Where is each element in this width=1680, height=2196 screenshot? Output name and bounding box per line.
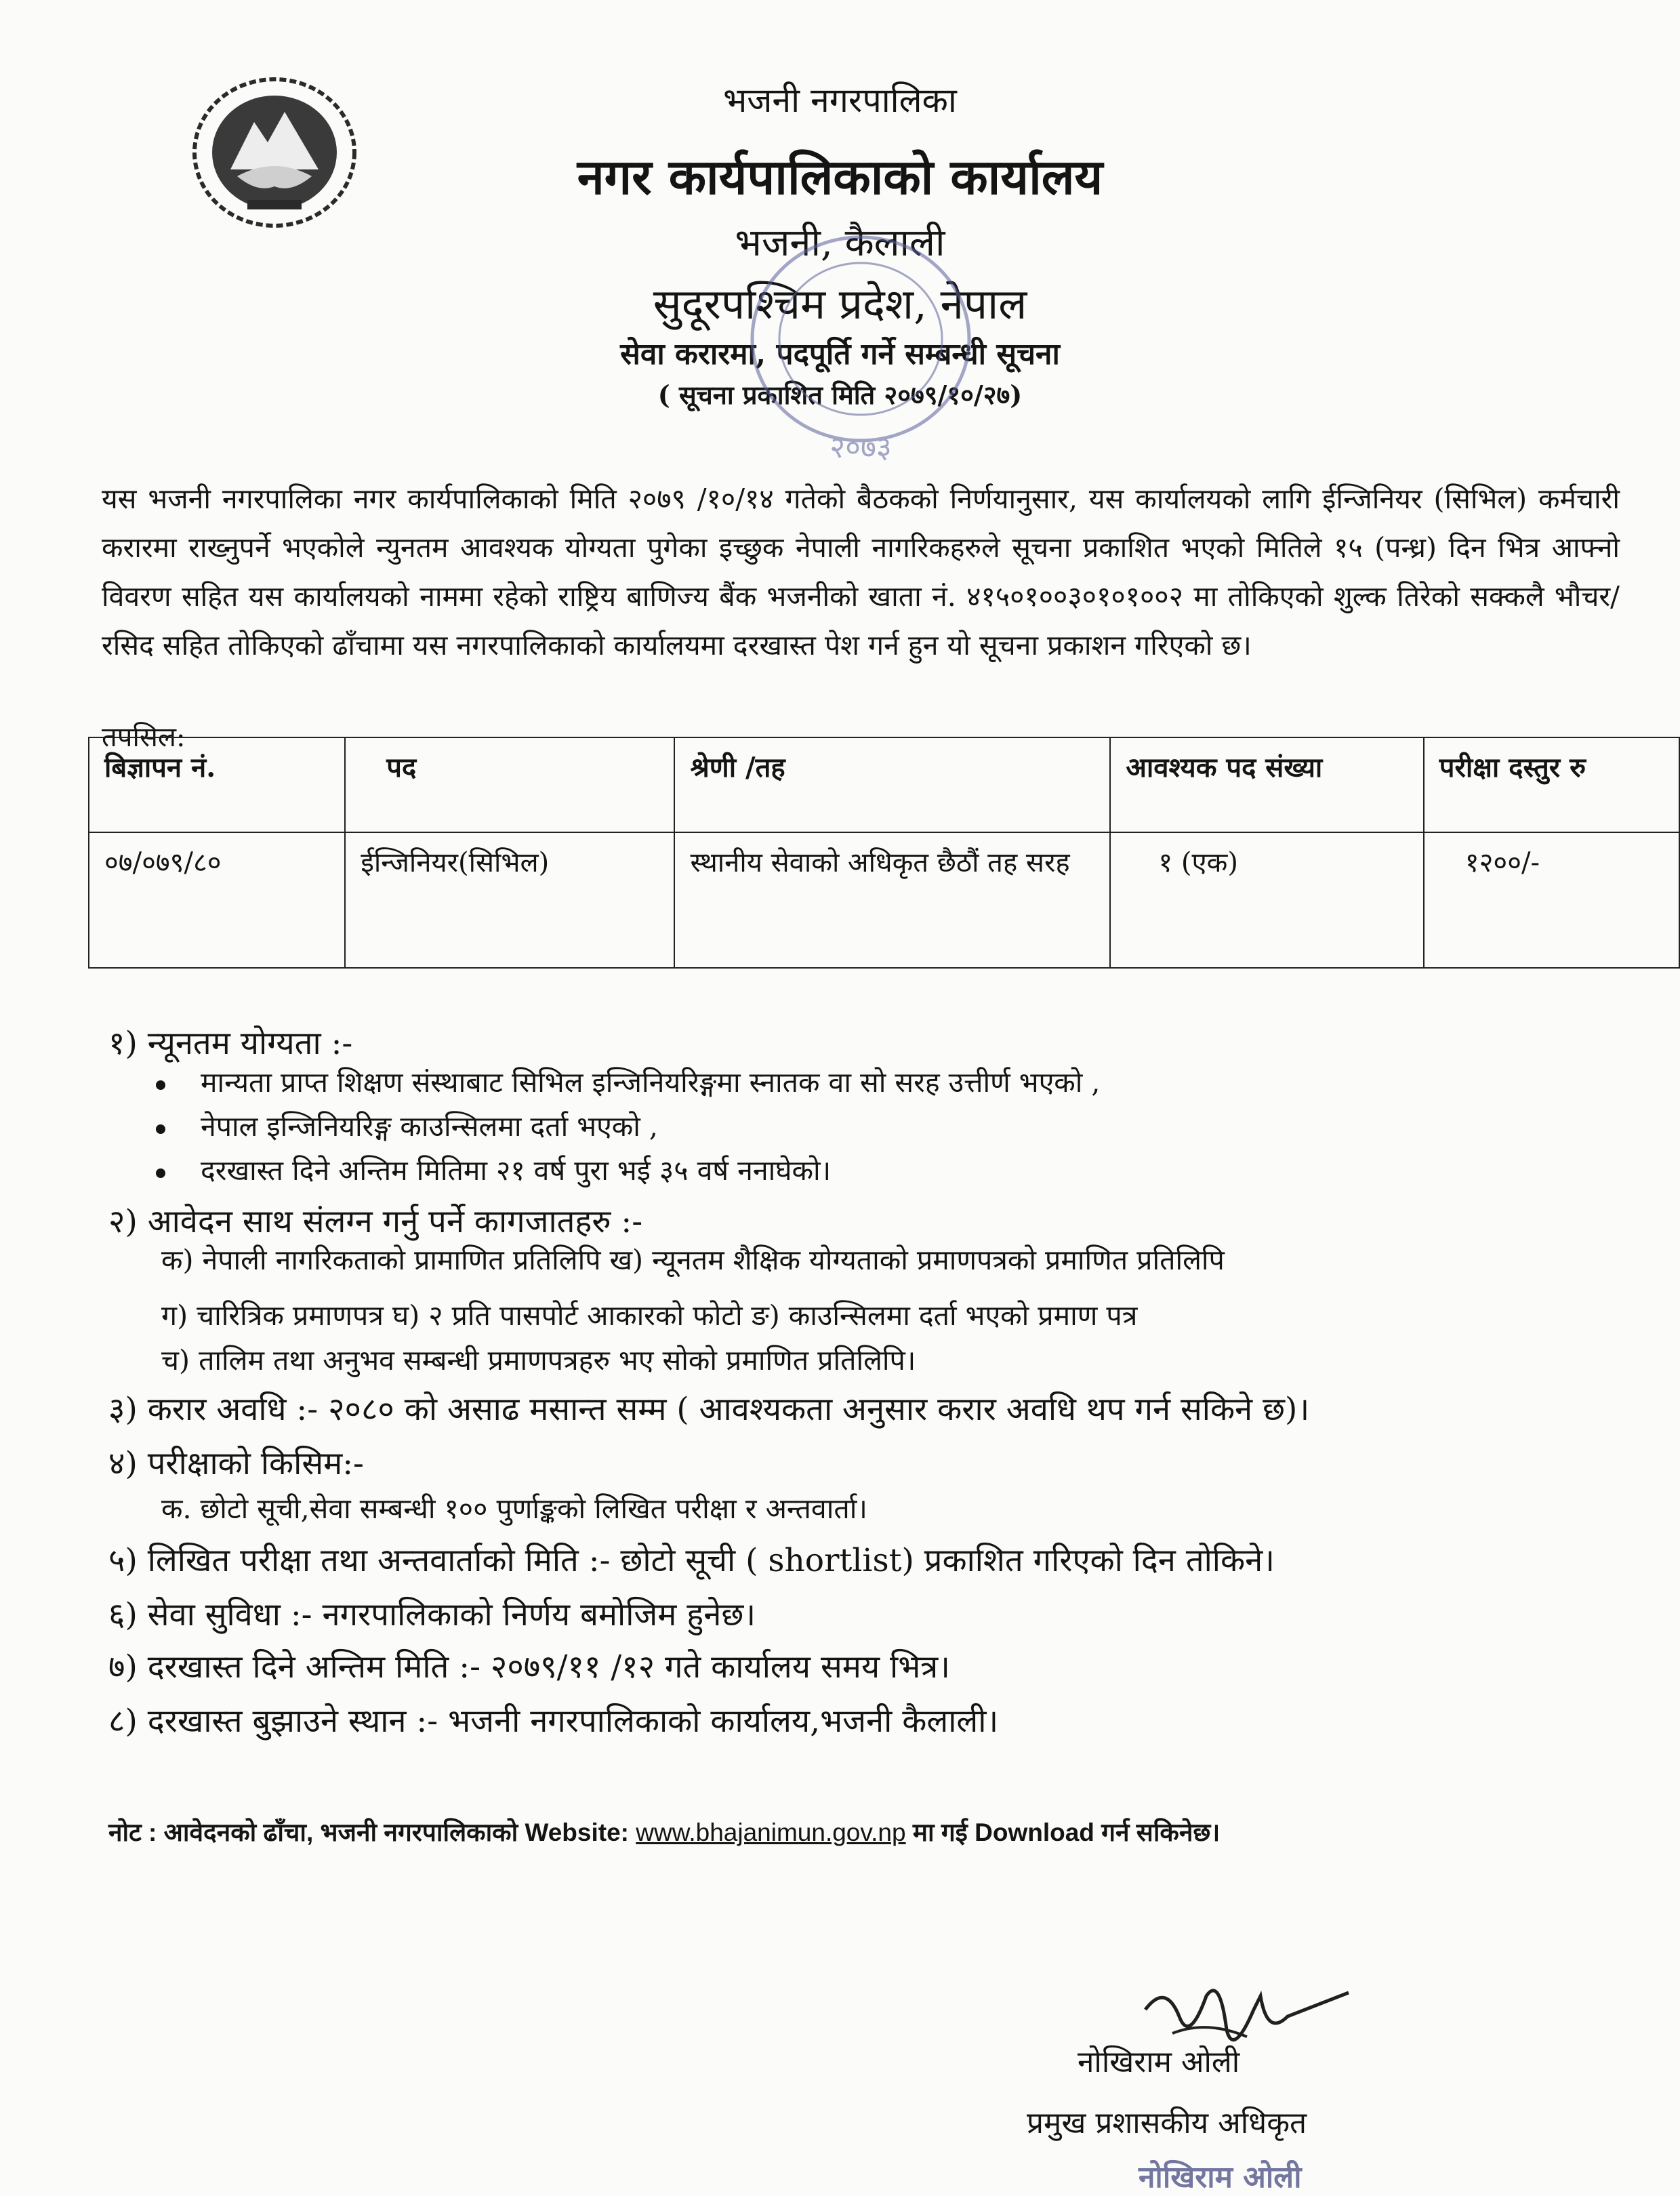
signatory-name: नोखिराम ओली [1078,2045,1240,2079]
list-item: मान्यता प्राप्त शिक्षण संस्थाबाट सिभिल इन्जिनियरिङ्गमा स्नातक वा सो सरह उत्तीर्ण भएको , [156,1063,1100,1101]
note: नोट : आवेदनको ढाँचा, भजनी नगरपालिकाको Website: www.bhajanimun.gov.np मा गई Download गर्न सकिनेछ। [108,1818,1221,1846]
signatory-stamp-name: नोखिराम ओली [1139,2160,1302,2195]
signatory-title: प्रमुख प्रशासकीय अधिकृत [1027,2106,1307,2140]
municipality-name: भजनी नगरपालिका [723,81,957,120]
col-vacancies: आवश्यक पद संख्या [1110,737,1423,832]
cell-position: ईन्जिनियर(सिभिल) [345,832,674,968]
section-5-exam-date: ५) लिखित परीक्षा तथा अन्तवार्ताको मिति :- छोटो सूची ( shortlist) प्रकाशित गरिएको दिन तोकिने। [108,1542,1275,1579]
notice-title: सेवा करारमा, पदपूर्ति गर्ने सम्बन्धी सूचना [620,337,1060,371]
province-name: सुदूरपश्चिम प्रदेश, नेपाल [653,279,1027,329]
cell-vacancies: १ (एक) [1110,832,1423,968]
section-1-title: १) न्यूनतम योग्यता :- [108,1025,353,1062]
bullet-icon [156,1124,165,1134]
col-position: पद [345,737,674,832]
office-location: भजनी, कैलाली [735,221,945,265]
table-header-row [89,737,1679,832]
website-link[interactable]: www.bhajanimun.gov.np [636,1818,906,1846]
section-2-title: २) आवेदन साथ संलग्न गर्नु पर्ने कागजातहरु :- [108,1203,643,1240]
col-ad-number: बिज्ञापन नं. [89,737,345,832]
section-4-title: ४) परीक्षाको किसिम:- [108,1445,364,1482]
section-7-deadline: ७) दरखास्त दिने अन्तिम मिति :- २०७९/११ /१२ गते कार्यालय समय भित्र। [108,1648,950,1686]
section-8-submission-place: ८) दरखास्त बुझाउने स्थान :- भजनी नगरपालिकाको कार्यालय,भजनी कैलाली। [108,1703,999,1740]
section-3-contract-period: ३) करार अवधि :- २०८० को असाढ मसान्त सम्म ( आवश्यकता अनुसार करार अवधि थप गर्न सकिने छ)। [108,1391,1310,1428]
details-label: तपसिल: [102,722,186,753]
cell-fee: १२००/- [1424,832,1679,968]
section-6-benefits: ६) सेवा सुविधा :- नगरपालिकाको निर्णय बमोजिम हुनेछ। [108,1596,756,1633]
bullet-icon [156,1168,165,1178]
list-item: नेपाल इन्जिनियरिङ्ग काउन्सिलमा दर्ता भएको , [156,1107,658,1145]
publish-date: ( सूचना प्रकाशित मिति २०७९/१०/२७) [657,380,1023,410]
table-row [89,832,1679,968]
list-item: दरखास्त दिने अन्तिम मितिमा २१ वर्ष पुरा भई ३५ वर्ष ननाघेको। [156,1151,831,1189]
documents-line: ग) चारित्रिक प्रमाणपत्र घ) २ प्रति पासपोर्ट आकारको फोटो ङ) काउन्सिलमा दर्ता भएको प्रमाण पत्र [161,1299,1138,1332]
office-title: नगर कार्यपालिकाको कार्यालय [577,148,1103,205]
cell-ad-number: ०७/०७९/८० [89,832,345,968]
exam-type-line: क. छोटो सूची,सेवा सम्बन्धी १०० पुर्णाङ्कको लिखित परीक्षा र अन्तवार्ता। [161,1492,867,1525]
intro-paragraph: यस भजनी नगरपालिका नगर कार्यपालिकाको मिति २०७९ /१०/१४ गतेको बैठकको निर्णयानुसार, यस कार्यालयको लागि ईन्जिनियर (सिभिल) कर्मचारी करारमा राख्नुपर्ने भएकोले न्युनतम आवश्यक योग्यता पुगेका इच्छुक नेपाली नागरिकहरुले सूचना प्रकाशित भएको मितिले १५ (पन्ध्र) दिन भित्र आफ्नो विवरण सहित यस कार्यालयको नाममा रहेको राष्ट्रिय बाणिज्य बैंक भजनीको खाता नं. ४१५०१००३०१०१००२ मा तोकिएको शुल्क तिरेको सक्कलै भौचर/रसिद सहित तोकिएको ढाँचामा यस नगरपालिकाको कार्यालयमा दरखास्त पेश गर्न हुन यो सूचना प्रकाशन गरिएको छ। [102,483,1620,662]
col-level: श्रेणी /तह [674,737,1110,832]
office-stamp [732,224,989,468]
stamp-year: २०७३ [829,430,892,465]
documents-line: च) तालिम तथा अनुभव सम्बन्धी प्रमाणपत्रहरु भए सोको प्रमाणित प्रतिलिपि। [161,1344,916,1377]
documents-line: क) नेपाली नागरिकताको प्रामाणित प्रतिलिपि ख) न्यूनतम शैक्षिक योग्यताको प्रमाणपत्रको प्रमाणित प्रतिलिपि [161,1244,1225,1276]
cell-level: स्थानीय सेवाको अधिकृत छैठौं तह सरह [674,832,1110,968]
bullet-icon [156,1080,165,1090]
col-fee: परीक्षा दस्तुर रु [1424,737,1679,832]
vacancy-table [88,737,1680,969]
